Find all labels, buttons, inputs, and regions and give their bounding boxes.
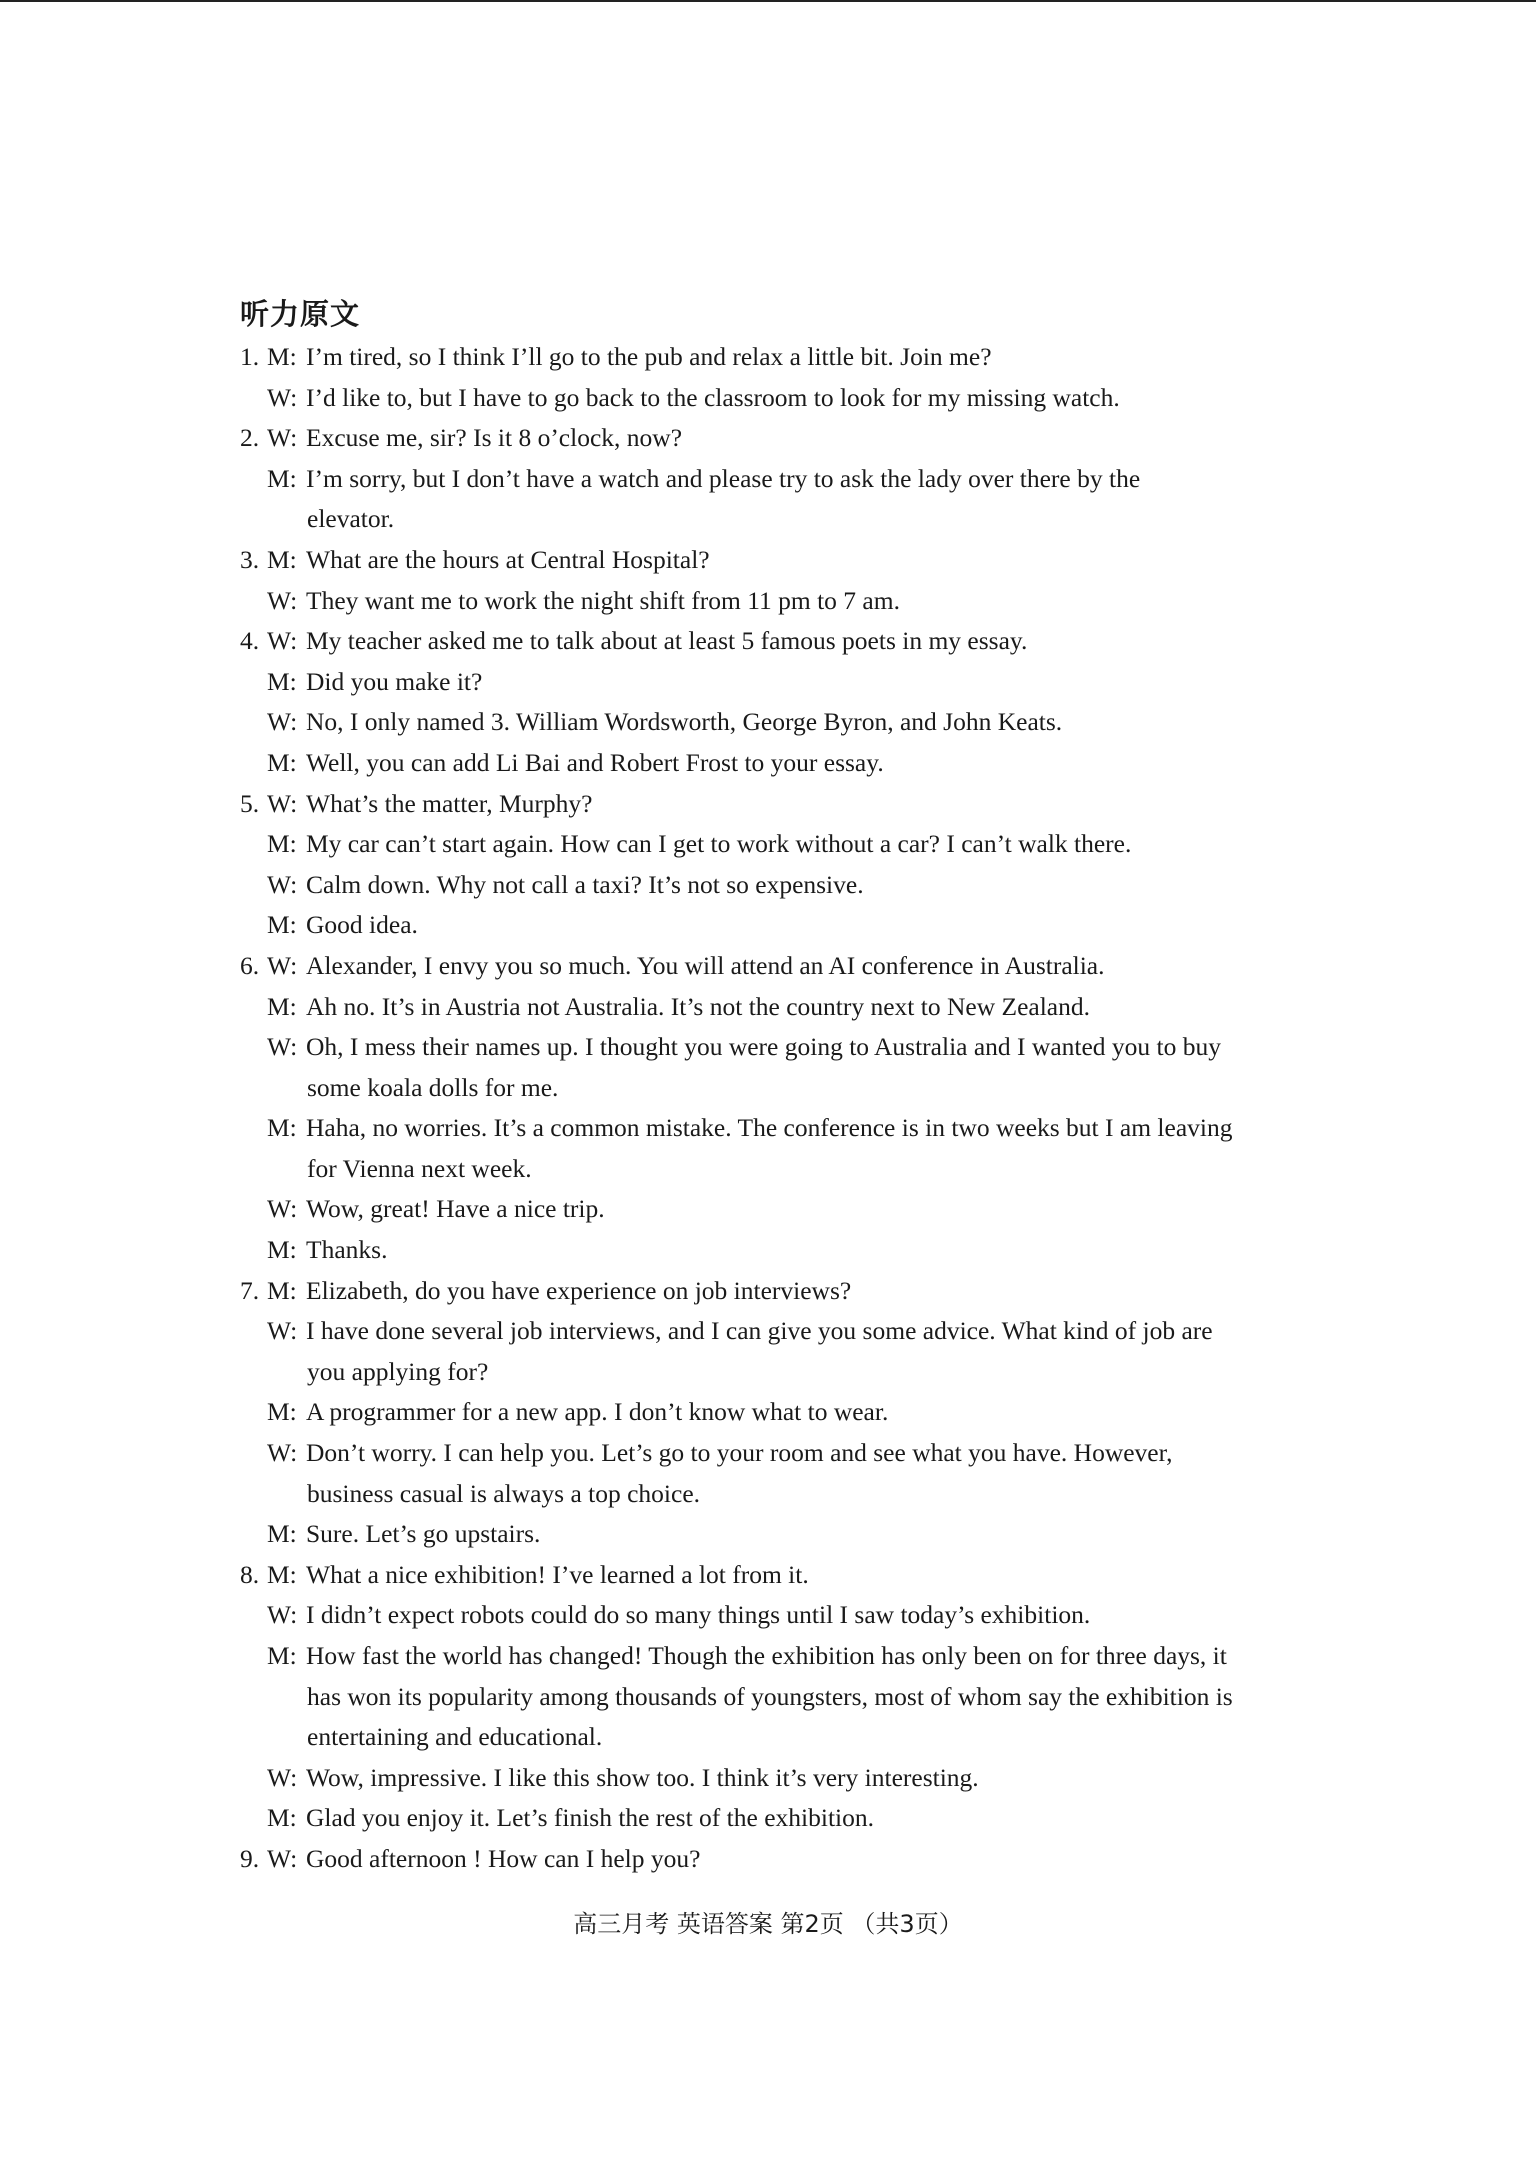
transcript-line (0, 1758, 1536, 1799)
dialogue-text: has won its popularity among thousands of youngsters, most of whom say the exhibition is (307, 1681, 1233, 1711)
dialogue-text: Elizabeth, do you have experience on job interviews? (306, 1275, 852, 1305)
speaker-label: W: (267, 950, 298, 980)
speaker-label: M: (267, 1641, 297, 1670)
speaker-label: W: (267, 1438, 298, 1468)
transcript-line (0, 621, 1536, 662)
transcript-line (0, 946, 1536, 987)
dialogue-text: Glad you enjoy it. Let’s finish the rest of the exhibition. (306, 1803, 874, 1833)
transcript-line (0, 1798, 1536, 1839)
transcript-line (0, 1108, 1536, 1149)
dialogue-text: No, I only named 3. William Wordsworth, George Byron, and John Keats. (306, 707, 1063, 737)
dialogue-text: Good idea. (306, 910, 418, 940)
dialogue-text: My car can’t start again. How can I get to work without a car? I can’t walk there. (306, 829, 1132, 859)
transcript-line (0, 1392, 1536, 1433)
transcript-line (0, 499, 1536, 540)
speaker-label: W: (267, 1032, 298, 1062)
dialogue-text: Ah no. It’s in Austria not Australia. It’s not the country next to New Zealand. (306, 991, 1090, 1021)
question-number: 8. (240, 1559, 260, 1589)
dialogue-text: Thanks. (306, 1235, 388, 1265)
speaker-label: W: (267, 1762, 298, 1792)
dialogue-text: Oh, I mess their names up. I thought you were going to Australia and I wanted you to buy (306, 1032, 1221, 1062)
speaker-label: M: (267, 666, 297, 696)
dialogue-text: I’m tired, so I think I’ll go to the pub and relax a little bit. Join me? (306, 342, 992, 371)
speaker-label: M: (267, 829, 297, 859)
transcript-line (0, 418, 1536, 459)
speaker-label: M: (267, 1397, 297, 1427)
dialogue-text: Wow, impressive. I like this show too. I think it’s very interesting. (306, 1762, 979, 1792)
transcript-line (0, 1839, 1536, 1880)
dialogue-text: Wow, great! Have a nice trip. (306, 1194, 605, 1224)
transcript-line (0, 1027, 1536, 1068)
transcript-line (0, 1271, 1536, 1312)
speaker-label: W: (267, 1600, 298, 1630)
transcript-line (0, 1230, 1536, 1271)
dialogue-text: Good afternoon ! How can I help you? (306, 1843, 701, 1873)
transcript-line (0, 1717, 1536, 1758)
question-number: 5. (240, 788, 260, 818)
dialogue-text: What are the hours at Central Hospital? (306, 544, 710, 574)
speaker-label: M: (267, 463, 297, 493)
transcript-line (0, 1595, 1536, 1636)
speaker-label: W: (267, 1316, 298, 1346)
page-footer: 高三月考 英语答案 第2页 （共3页） (573, 1910, 963, 1938)
dialogue-text: What’s the matter, Murphy? (306, 788, 593, 818)
speaker-label: W: (267, 869, 298, 899)
speaker-label: W: (267, 707, 298, 737)
speaker-label: W: (267, 1194, 298, 1224)
dialogue-text: Excuse me, sir? Is it 8 o’clock, now? (306, 423, 683, 453)
speaker-label: M: (267, 1559, 297, 1589)
dialogue-text: They want me to work the night shift from 11 pm to 7 am. (306, 585, 900, 615)
dialogue-text: for Vienna next week. (307, 1153, 532, 1183)
dialogue-text: I’m sorry, but I don’t have a watch and please try to ask the lady over there by the (306, 463, 1141, 493)
dialogue-text: I’d like to, but I have to go back to the classroom to look for my missing watch. (306, 382, 1120, 412)
dialogue-text: elevator. (307, 504, 395, 534)
section-heading: 听力原文 (240, 297, 361, 331)
question-number: 9. (240, 1843, 260, 1873)
speaker-label: W: (267, 1843, 298, 1873)
dialogue-text: you applying for? (307, 1356, 489, 1386)
speaker-label: W: (267, 788, 298, 818)
transcript-line (0, 1677, 1536, 1718)
transcript-line (0, 1311, 1536, 1352)
transcript-line (0, 459, 1536, 500)
speaker-label: M: (267, 1519, 297, 1549)
speaker-label: M: (267, 747, 297, 777)
speaker-label: W: (267, 626, 298, 656)
transcript-line (0, 987, 1536, 1028)
dialogue-text: A programmer for a new app. I don’t know what to wear. (306, 1397, 889, 1427)
transcript-line (0, 865, 1536, 906)
transcript-body (0, 337, 1536, 1880)
speaker-label: W: (267, 382, 298, 412)
transcript-line (0, 1514, 1536, 1555)
dialogue-text: business casual is always a top choice. (307, 1478, 701, 1508)
dialogue-text: I have done several job interviews, and I can give you some advice. What kind of job are (306, 1316, 1213, 1346)
dialogue-text: Sure. Let’s go upstairs. (306, 1519, 541, 1549)
transcript-line (0, 702, 1536, 743)
dialogue-text: some koala dolls for me. (307, 1072, 559, 1102)
transcript-line (0, 337, 1536, 378)
question-number: 1. (240, 342, 260, 371)
transcript-line (0, 1149, 1536, 1190)
transcript-line (0, 540, 1536, 581)
dialogue-text: Did you make it? (306, 666, 483, 696)
question-number: 7. (240, 1275, 260, 1305)
speaker-label: M: (267, 1235, 297, 1265)
dialogue-text: How fast the world has changed! Though the exhibition has only been on for three days, it (306, 1641, 1227, 1670)
transcript-line (0, 1636, 1536, 1677)
speaker-label: M: (267, 991, 297, 1021)
transcript-line (0, 1474, 1536, 1515)
transcript-line (0, 905, 1536, 946)
transcript-line (0, 1352, 1536, 1393)
transcript-line (0, 378, 1536, 419)
transcript-line (0, 581, 1536, 622)
question-number: 2. (240, 423, 260, 453)
speaker-label: M: (267, 1275, 297, 1305)
dialogue-text: What a nice exhibition! I’ve learned a lot from it. (306, 1559, 809, 1589)
dialogue-text: My teacher asked me to talk about at least 5 famous poets in my essay. (306, 626, 1028, 656)
transcript-line (0, 1555, 1536, 1596)
dialogue-text: Alexander, I envy you so much. You will attend an AI conference in Australia. (306, 950, 1105, 980)
transcript-line (0, 743, 1536, 784)
dialogue-text: Well, you can add Li Bai and Robert Frost to your essay. (306, 747, 884, 777)
speaker-label: W: (267, 423, 298, 453)
transcript-line (0, 1068, 1536, 1109)
speaker-label: M: (267, 1803, 297, 1833)
dialogue-text: Calm down. Why not call a taxi? It’s not so expensive. (306, 869, 864, 899)
question-number: 3. (240, 544, 260, 574)
transcript-line (0, 824, 1536, 865)
dialogue-text: Haha, no worries. It’s a common mistake. The conference is in two weeks but I am leaving (306, 1113, 1233, 1143)
transcript-line (0, 1433, 1536, 1474)
transcript-line (0, 1189, 1536, 1230)
speaker-label: W: (267, 585, 298, 615)
speaker-label: M: (267, 544, 297, 574)
transcript-line (0, 784, 1536, 825)
dialogue-text: entertaining and educational. (307, 1722, 603, 1752)
dialogue-text: Don’t worry. I can help you. Let’s go to your room and see what you have. However, (306, 1438, 1173, 1468)
question-number: 6. (240, 950, 260, 980)
dialogue-text: I didn’t expect robots could do so many things until I saw today’s exhibition. (306, 1600, 1091, 1630)
speaker-label: M: (267, 342, 297, 371)
question-number: 4. (240, 626, 260, 656)
speaker-label: M: (267, 910, 297, 940)
speaker-label: M: (267, 1113, 297, 1143)
transcript-line (0, 662, 1536, 703)
